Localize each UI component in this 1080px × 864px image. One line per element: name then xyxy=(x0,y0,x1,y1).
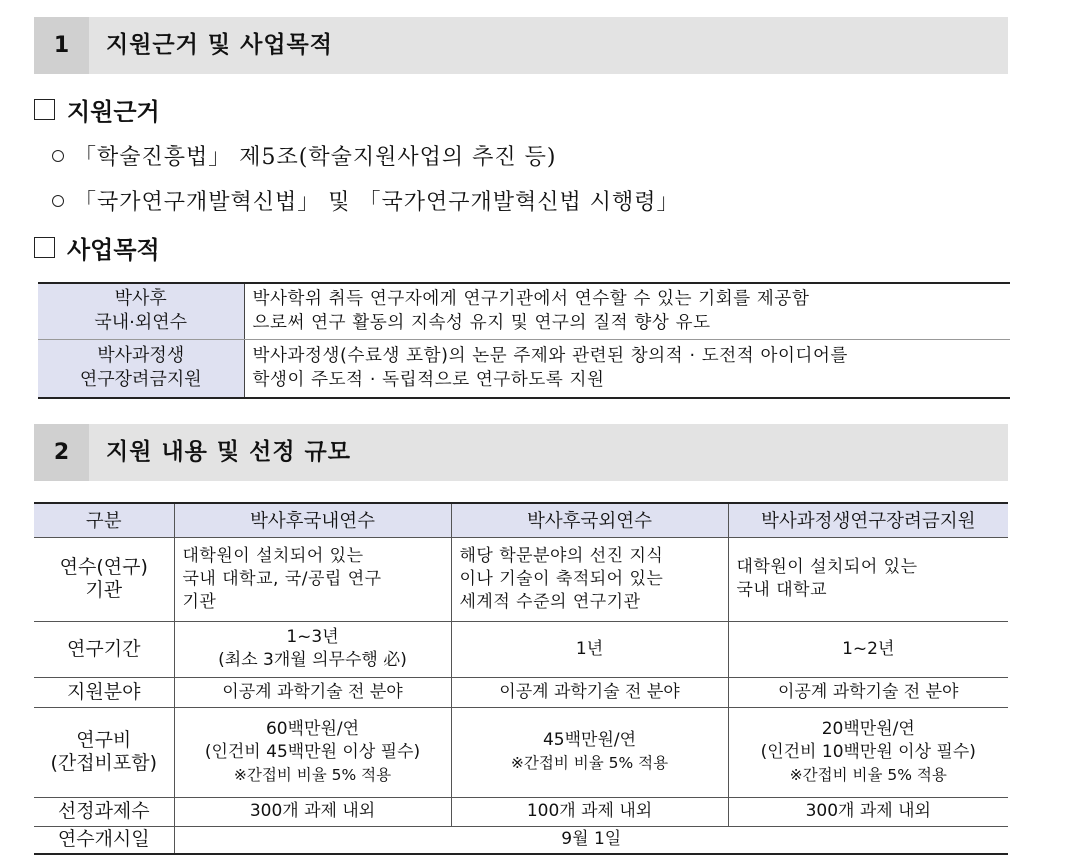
table-cell: 1년 xyxy=(451,621,728,677)
table-cell: 60백만원/연 (인건비 45백만원 이상 필수) ※간접비 비율 5% 적용 xyxy=(174,707,451,797)
row-label: 연수(연구) 기관 xyxy=(34,537,174,621)
table-cell: 9월 1일 xyxy=(174,826,1008,854)
table-cell: 1~2년 xyxy=(728,621,1008,677)
purpose-heading-text: 사업목적 xyxy=(67,236,160,264)
purpose-row-description: 박사학위 취득 연구자에게 연구기관에서 연수할 수 있는 기회를 제공함 으로써 연구 활동의 지속성 유지 및 연구의 질적 향상 유도 xyxy=(244,283,1010,339)
table-cell: 300개 과제 내외 xyxy=(728,797,1008,826)
row-label: 연구기간 xyxy=(34,621,174,677)
table-cell: 해당 학문분야의 선진 지식 이나 기술이 축적되어 있는 세계적 수준의 연구기관 xyxy=(451,537,728,621)
basis-item-text: 「학술진흥법」 제5조(학술지원사업의 추진 등) xyxy=(74,145,557,170)
table-cell: 이공계 과학기술 전 분야 xyxy=(728,677,1008,707)
basis-item xyxy=(52,140,556,171)
support-table xyxy=(34,502,1008,855)
section-1-number: 1 xyxy=(34,17,89,74)
section-1-title: 지원근거 및 사업목적 xyxy=(106,32,333,58)
purpose-heading xyxy=(34,230,160,265)
section-2-number: 2 xyxy=(34,424,89,481)
basis-heading-text: 지원근거 xyxy=(67,98,160,126)
column-header: 구분 xyxy=(34,503,174,537)
table-cell: 이공계 과학기술 전 분야 xyxy=(451,677,728,707)
column-header: 박사후국외연수 xyxy=(451,503,728,537)
column-header: 박사후국내연수 xyxy=(174,503,451,537)
table-header-row xyxy=(34,503,1008,537)
section-2-header xyxy=(34,424,1008,481)
square-bullet-icon xyxy=(34,237,55,258)
section-1-header xyxy=(34,17,1008,74)
basis-item xyxy=(52,185,680,216)
table-cell: 45백만원/연 ※간접비 비율 5% 적용 xyxy=(451,707,728,797)
basis-heading xyxy=(34,92,160,127)
purpose-row-label: 박사후 국내·외연수 xyxy=(38,283,244,339)
circle-bullet-icon xyxy=(52,195,64,207)
square-bullet-icon xyxy=(34,99,55,120)
table-cell: 100개 과제 내외 xyxy=(451,797,728,826)
table-row xyxy=(34,707,1008,797)
row-label: 지원분야 xyxy=(34,677,174,707)
column-header: 박사과정생연구장려금지원 xyxy=(728,503,1008,537)
basis-item-text: 「국가연구개발혁신법」 및 「국가연구개발혁신법 시행령」 xyxy=(74,190,680,215)
section-2-title: 지원 내용 및 선정 규모 xyxy=(106,439,351,465)
purpose-table xyxy=(38,282,1010,399)
table-cell: 이공계 과학기술 전 분야 xyxy=(174,677,451,707)
table-row xyxy=(38,339,1010,398)
purpose-row-description: 박사과정생(수료생 포함)의 논문 주제와 관련된 창의적 · 도전적 아이디어를 학생이 주도적 · 독립적으로 연구하도록 지원 xyxy=(244,339,1010,398)
purpose-row-label: 박사과정생 연구장려금지원 xyxy=(38,339,244,398)
table-cell: 대학원이 설치되어 있는 국내 대학교 xyxy=(728,537,1008,621)
row-label: 연수개시일 xyxy=(34,826,174,854)
table-cell: 대학원이 설치되어 있는 국내 대학교, 국/공립 연구 기관 xyxy=(174,537,451,621)
row-label: 선정과제수 xyxy=(34,797,174,826)
table-row xyxy=(34,621,1008,677)
table-cell: 1~3년 (최소 3개월 의무수행 必) xyxy=(174,621,451,677)
row-label: 연구비 (간접비포함) xyxy=(34,707,174,797)
table-row xyxy=(34,797,1008,826)
table-row xyxy=(34,826,1008,854)
table-row xyxy=(34,677,1008,707)
table-cell: 20백만원/연 (인건비 10백만원 이상 필수) ※간접비 비율 5% 적용 xyxy=(728,707,1008,797)
circle-bullet-icon xyxy=(52,150,64,162)
table-row xyxy=(34,537,1008,621)
table-row xyxy=(38,283,1010,339)
table-cell: 300개 과제 내외 xyxy=(174,797,451,826)
